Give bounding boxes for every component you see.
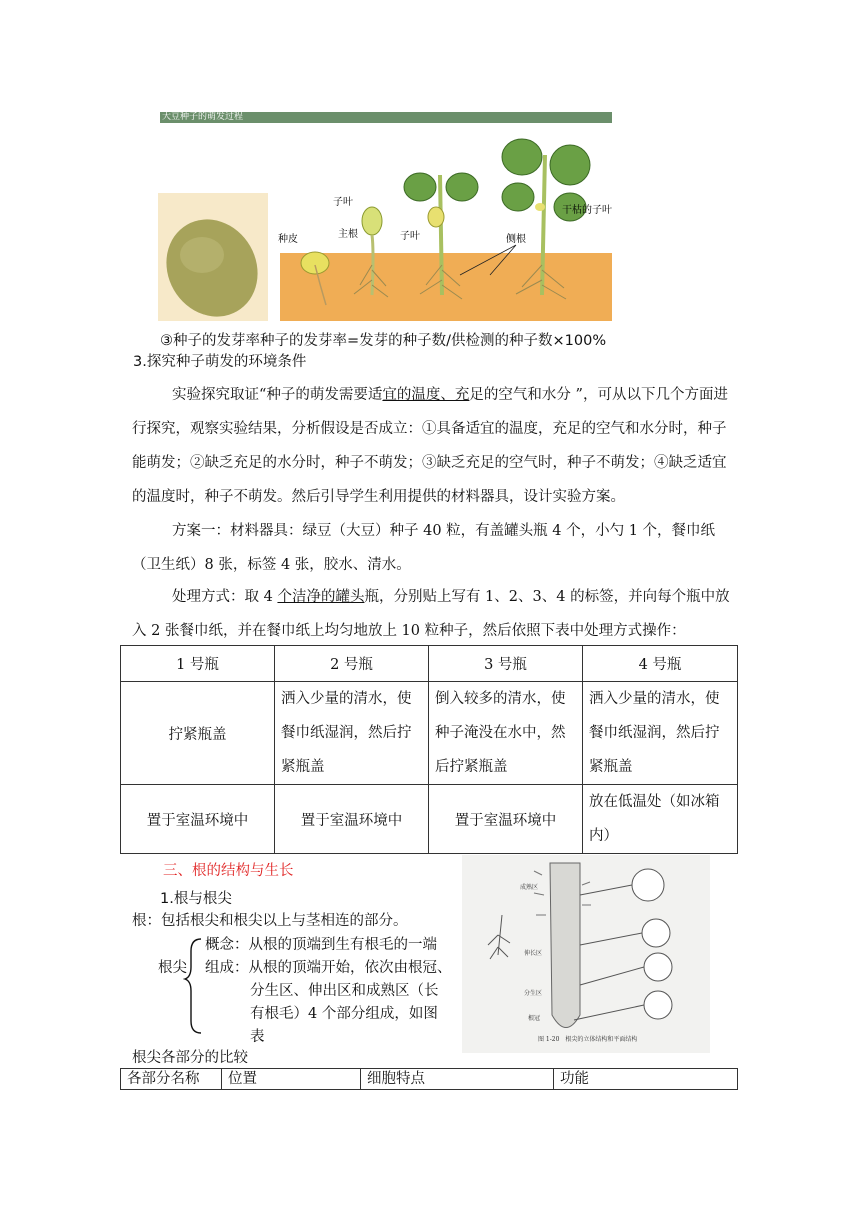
table-cell: 放在低温处（如冰箱内） (583, 785, 738, 854)
table-header-cell: 1 号瓶 (121, 646, 275, 682)
subheading-root-tip: 1.根与根尖 (160, 891, 232, 907)
table-header-cell: 位置 (222, 1069, 361, 1090)
table-cell: 洒入少量的清水，使餐巾纸湿润，然后拧紧瓶盖 (275, 682, 429, 785)
root-label: 分生区 (524, 990, 543, 997)
table-row (121, 682, 738, 785)
treatment-table (120, 645, 738, 854)
table-cell: 置于室温环境中 (429, 785, 583, 854)
para1-underline: 宜的温度、充 (382, 387, 470, 403)
label-seed-coat: 种皮 (278, 234, 298, 245)
para3-text-a: 处理方式：取 4 (172, 589, 278, 605)
root-tip-figure (462, 855, 710, 1053)
table-header-row (121, 646, 738, 682)
table-header-cell: 2 号瓶 (275, 646, 429, 682)
table-cell: 洒入少量的清水，使餐巾纸湿润，然后拧紧瓶盖 (583, 682, 738, 785)
root-label: 伸长区 (524, 950, 543, 957)
root-tip-composition-3: 有根毛）4 个部分组成，如图 (250, 1006, 438, 1022)
germination-figure (150, 125, 620, 325)
root-tip-composition-1: 组成：从根的顶端开始，依次由根冠、 (205, 960, 452, 976)
figure-title-bar (160, 112, 612, 123)
germination-rate-formula: ③种子的发芽率种子的发芽率=发芽的种子数/供检测的种子数×100% (160, 333, 607, 349)
table-cell: 倒入较多的清水，使种子淹没在水中，然后拧紧瓶盖 (429, 682, 583, 785)
section-3-title: 三、根的结构与生长 (163, 863, 294, 879)
label-lateral-root: 侧根 (506, 234, 526, 245)
table-cell: 置于室温环境中 (275, 785, 429, 854)
comparison-table (120, 1068, 738, 1090)
root-tip-composition-4: 表 (250, 1029, 265, 1045)
label-cotyledon-2: 子叶 (400, 231, 420, 242)
table-header-row (121, 1069, 738, 1090)
table-header-cell: 各部分名称 (121, 1069, 222, 1090)
root-definition: 根：包括根尖和根尖以上与茎相连的部分。 (132, 913, 408, 929)
label-main-root: 主根 (338, 229, 358, 240)
table-cell: 拧紧瓶盖 (121, 682, 275, 785)
table-row (121, 785, 738, 854)
table-header-cell: 4 号瓶 (583, 646, 738, 682)
para1-text-b: 足的空气和水分 ”，可从以下几个方面进行探究，观察实验结果，分析假设是否成立：①具备适宜的温度，充足的空气和水分时，种子能萌发；②缺乏充足的水分时，种子不萌发；③缺乏充足的空气时，种子不萌发；④缺乏适宜的温度时，种子不萌发。然后引导学生利用提供的材料器具，设计实验方案。 (132, 387, 728, 505)
label-cotyledon-1: 子叶 (333, 197, 353, 208)
root-tip-concept: 概念：从根的顶端到生有根毛的一端 (205, 937, 437, 953)
root-label: 根冠 (528, 1015, 541, 1022)
para3-underline: 个洁净的罐头 (277, 589, 365, 605)
brace-icon (183, 937, 205, 1035)
table-header-cell: 功能 (554, 1069, 738, 1090)
heading-3: 3.探究种子萌发的环境条件 (133, 354, 307, 370)
para1-text-a: 实验探究取证“种子的萌发需要适 (172, 387, 383, 403)
label-withered-cotyledon: 干枯的子叶 (562, 205, 612, 216)
root-tip-composition-2: 分生区、伸出区和成熟区（长 (250, 983, 439, 999)
paragraph-3 (132, 580, 740, 648)
table-header-cell: 细胞特点 (361, 1069, 554, 1090)
root-figure-caption: 图 1-20 根尖的立体结构和平面结构 (538, 1036, 638, 1043)
figure-title: 大豆种子的萌发过程 (162, 112, 244, 122)
root-tip-label: 根尖 (158, 960, 187, 976)
table-cell: 置于室温环境中 (121, 785, 275, 854)
para3-text-b: 瓶，分别贴上写有 1、2、3、4 的标签，并向每个瓶中放入 2 张餐巾纸，并在餐巾纸上均匀地放上 10 粒种子，然后依照下表中处理方式操作： (132, 589, 730, 639)
comparison-title: 根尖各部分的比较 (132, 1050, 248, 1066)
paragraph-2: 方案一：材料器具：绿豆（大豆）种子 40 粒，有盖罐头瓶 4 个，小勺 1 个，餐巾纸（卫生纸）8 张，标签 4 张，胶水、清水。 (132, 523, 716, 573)
paragraph-1 (132, 378, 740, 514)
table-header-cell: 3 号瓶 (429, 646, 583, 682)
root-label: 成熟区 (520, 884, 539, 891)
